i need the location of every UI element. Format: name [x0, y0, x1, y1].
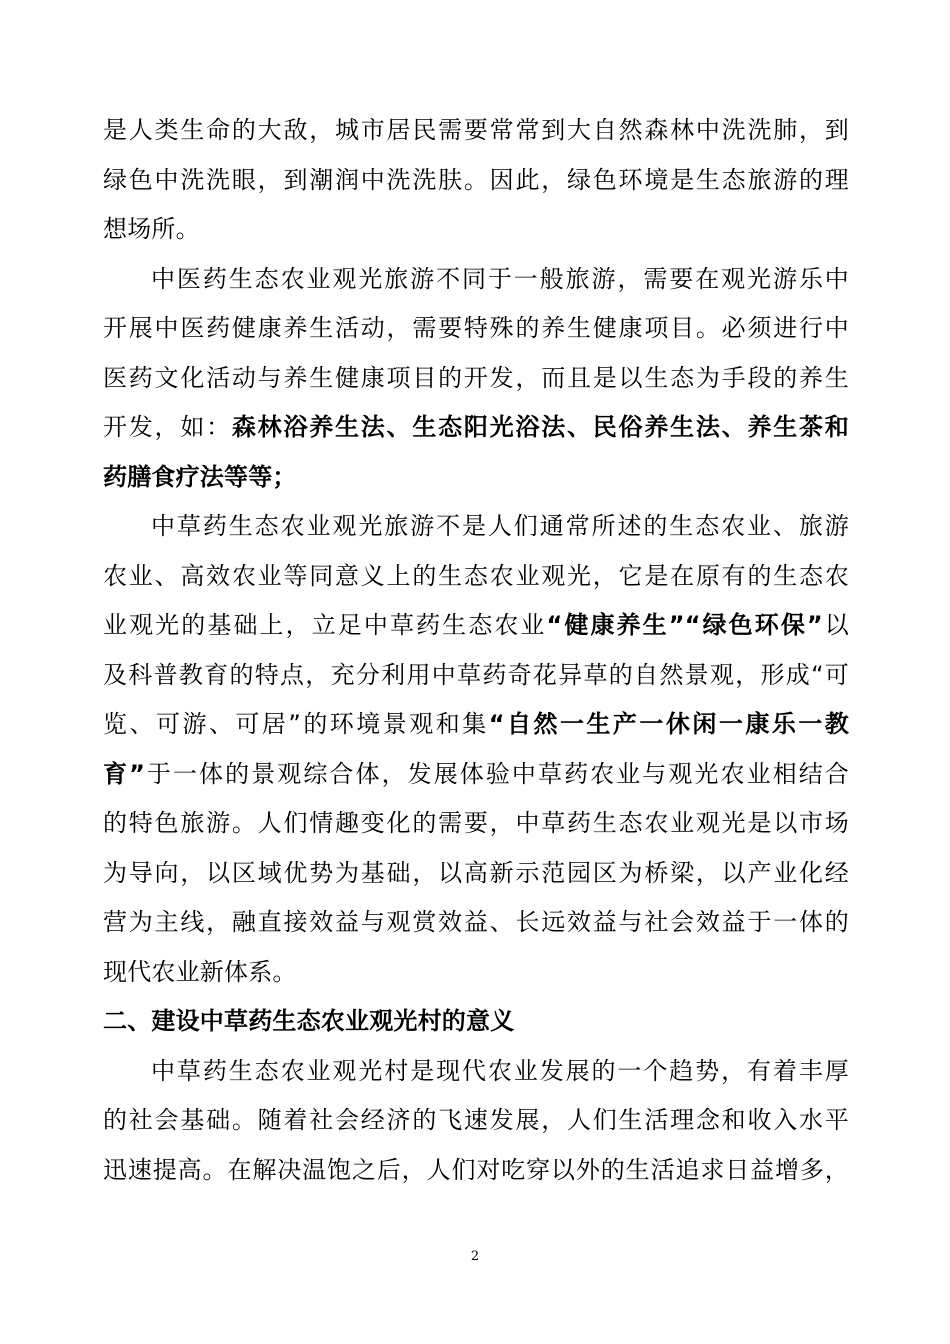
text-run: 览、可游、可居”的环境景观和集: [103, 710, 489, 738]
bold-text-run: 药膳食疗法等等；: [103, 462, 297, 491]
paragraph-line: 为导向，以区域优势为基础，以高新示范园区为桥梁，以产业化经: [103, 858, 849, 887]
paragraph-line: 的社会基础。随着社会经济的飞速发展，人们生活理念和收入水平: [103, 1106, 849, 1134]
paragraph-line: 中草药生态农业观光村是现代农业发展的一个趋势，有着丰厚: [151, 1056, 849, 1085]
paragraph-line: [103, 453, 849, 503]
bold-text-run: “健康养生”: [546, 611, 685, 639]
paragraph-line: 开展中医药健康养生活动，需要特殊的养生健康项目。必须进行中: [103, 314, 849, 342]
paragraph-line: [103, 403, 849, 453]
paragraph-line: 现代农业新体系。: [103, 957, 297, 986]
paragraph-line: 是人类生命的大敌，城市居民需要常常到大自然森林中洗洗肺，到: [103, 116, 849, 144]
text-run: 业观光的基础上，立足中草药生态农业: [103, 611, 547, 639]
page-number: 2: [470, 1249, 480, 1264]
paragraph-line: 农业、高效农业等同意义上的生态农业观光，它是在原有的生态农: [103, 561, 849, 590]
text-run: 以: [822, 611, 850, 639]
text-run: 于一体的景观综合体，发展体验中草药农业与观光农业相结合: [145, 759, 849, 788]
text-run: 开发，如：: [103, 413, 232, 441]
bold-text-run: 森林浴养生法、生态阳光浴法、民俗养生法、养生茶和: [231, 413, 849, 441]
paragraph-line: 的特色旅游。人们情趣变化的需要，中草药生态农业观光是以市场: [103, 809, 849, 837]
document-body: [103, 106, 849, 1195]
paragraph-line: 绿色中洗洗眼，到潮润中洗洗肤。因此，绿色环境是生态旅游的理: [103, 165, 849, 194]
bold-text-run: “自然一生产一休闲一康乐一教: [488, 710, 849, 738]
bold-text-run: “绿色环保”: [684, 611, 823, 639]
paragraph-line: 营为主线，融直接效益与观赏效益、长远效益与社会效益于一体的: [103, 908, 849, 936]
paragraph-line: 及科普教育的特点，充分利用中草药奇花异草的自然景观，形成“可: [103, 660, 849, 689]
paragraph-line: [103, 601, 849, 651]
section-heading: 二、建设中草药生态农业观光村的意义: [103, 1007, 515, 1035]
paragraph-line: [103, 750, 849, 800]
paragraph-line: 中医药生态农业观光旅游不同于一般旅游，需要在观光游乐中: [151, 264, 849, 293]
paragraph-line: 迅速提高。在解决温饱之后，人们对吃穿以外的生活追求日益增多，: [103, 1155, 849, 1184]
paragraph-line: 中草药生态农业观光旅游不是人们通常所述的生态农业、旅游: [151, 512, 849, 540]
paragraph-line: 想场所。: [103, 215, 200, 243]
paragraph-line: 医药文化活动与养生健康项目的开发，而且是以生态为手段的养生: [103, 363, 849, 392]
paragraph-line: [103, 700, 849, 750]
bold-text-run: 育”: [103, 759, 146, 788]
